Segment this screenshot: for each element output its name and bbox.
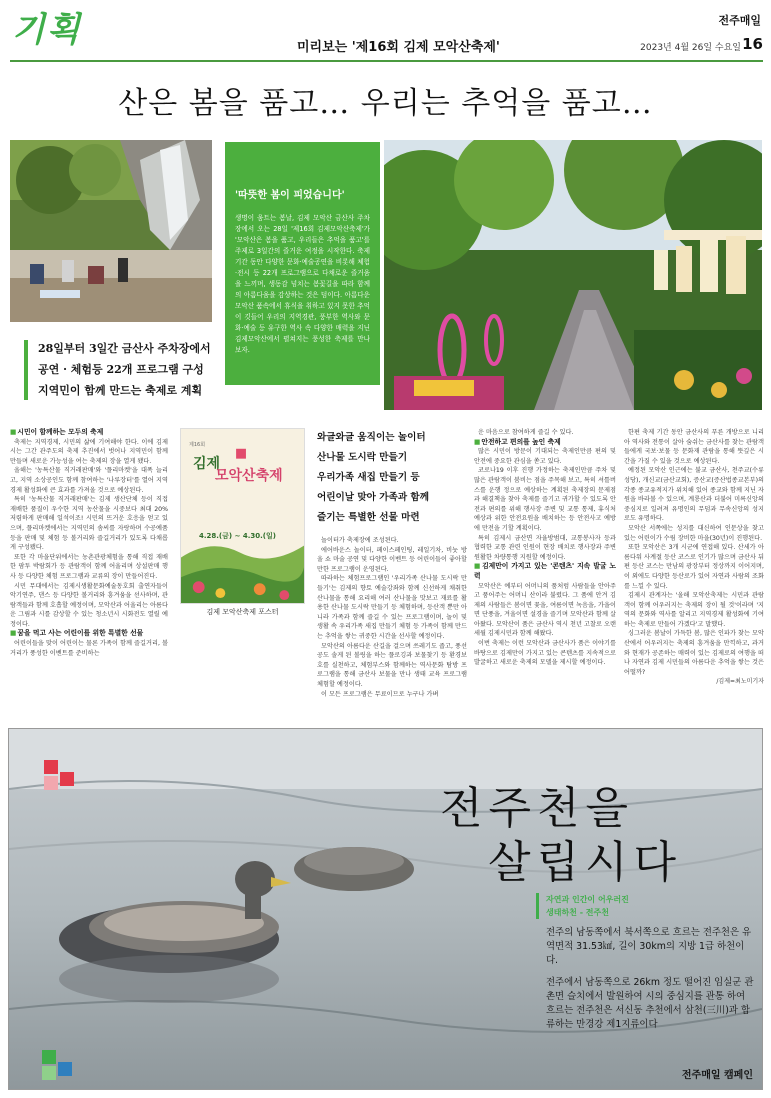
intro-box-title: '따뜻한 봄이 피었습니다' (235, 190, 345, 201)
article-paragraph: 또한 각 마을단위에서는 농촌관광체험을 통해 직접 재배한 팜투 박람회가 등 관람객이 함께 어울리며 상설판매 행사 등 다양한 체험 프로그램과 교류의 장이 만들어진다. (10, 553, 168, 580)
article-subhead: ■ 꿈을 먹고 사는 어린이를 위한 특별한 선물 (10, 629, 168, 639)
subheads-bar (24, 340, 28, 400)
poster-city: 김제 (193, 456, 221, 472)
article-paragraph: 올해는 '농특산물 직거래판매'와 '플리마켓'을 대폭 늘리고, 지역 소상공인도 함께 참여하는 '나루장터'를 열어 지역경제 활성화에 큰 효과를 가져올 것으로 예상된다. (10, 467, 168, 494)
page-number: 16 (742, 35, 763, 53)
poster-dates: 4.28.(금) ~ 4.30.(일) (199, 532, 276, 540)
article-paragraph: 한편 축제 기간 동안 금산사의 푸른 개방으로 니리아 역사와 전통이 살아 숨쉬는 금산사를 찾는 관람객들에게 국보·보물 등 문화재 관람을 통해 뜻깊은 시간을 가질 수 있을 것으로 예상된다. (624, 429, 764, 465)
issue-date: 2023년 4월 26일 수요일 (640, 43, 741, 53)
article-paragraph: 운 마음으로 참여하게 즐길 수 있다. (478, 429, 574, 436)
campaign-paragraph-1: 전주의 남동쪽에서 북서쪽으로 흐르는 전주천은 유역면적 31.53㎢, 길이 30km의 지방 1급 하천이다. (546, 927, 752, 966)
byline: /김제=최노미기자 (716, 678, 764, 686)
decor-square (42, 1066, 56, 1080)
article-column-2 (317, 536, 467, 721)
intro-box (225, 142, 380, 385)
campaign-title-line2: 살립시다 (488, 837, 683, 888)
poster-title: 모악산축제 (215, 468, 283, 484)
subheading: 공연 · 체험등 22개 프로그램 구성 (38, 363, 204, 376)
highlight-line: 즐기는 특별한 선물 마련 (317, 512, 420, 523)
campaign-footer: 전주매일 캠페인 (681, 1070, 753, 1081)
article-paragraph: 많은 시민이 방문이 기대되는 축제인만큼 편의 및 안전에 중요한 관심을 쏟고 있다. (474, 448, 616, 465)
article-paragraph: 놀이터가 축제장에 조성된다. (321, 537, 399, 544)
decor-square (44, 760, 58, 774)
subheading: 지역민이 함께 만드는 축제로 계획 (38, 384, 203, 397)
article-paragraph: 이번 축제는 이런 모악산과 금산사가 품은 이야기를 바탕으로 김제만이 가지고 있는 콘텐츠를 지속적으로 발굴하고 새로운 축제의 모델을 제시할 예정이다. (474, 640, 616, 667)
article-paragraph: 예정된 모악산 인근에는 불교 금산사, 천주교(수류성당), 개신교(금산교회), 증산교(증산법종교본부)의 각종 종교유적지가 위치해 있어 종교와 함께 지닌 자원을 바라볼 수 있으며, 계룡산과 더불어 미륵신앙의 중심지로 일려져 유명인의 무덤과 무속신앙의 성지로도 유명하다. (624, 467, 764, 523)
article-column-1 (10, 428, 168, 721)
article-subhead: ■ 안전하고 편의를 높인 축제 (474, 438, 616, 448)
article-paragraph: 또한 모악산은 3개 시군에 연접해 있다. 산세가 아름다워 사계절 등산 코스로 인기가 많으며 금산사 뒤편 등산 코스는 만남의 광장부터 정상까지 이어지며, 이 외에도 다양한 등산로가 있어 자연과 사람의 조화를 느낄 수 있다. (624, 544, 764, 590)
decor-square (42, 1050, 56, 1064)
photo-waterfall (10, 140, 212, 322)
article-paragraph: 모악산의 아름다운 산길을 걸으며 쓰레기도 줍고, 풍선공도 솔게 된 볼링을 하는 플로깅과 보물찾기 등 환경보호를 실천하고, 체험부스와 함께하는 역사문화 탐방 프로그램을 통해 금산사 보물을 만나 생태 교육 프로그램 체험할 예정이다. (317, 642, 467, 688)
article-paragraph: 따라하는 체험프로그램인 '우리가족 산나물 도시락 만들기'는 김제의 향토 예술강좌와 함께 신선하게 채취한 산나물을 통해 요리해 여러 산나물을 맛보고 재료를 활용한 산나물 도시락 만들기 등 체험하며, 등산객 뿐만 아니라 가족과 함께 즐길 수 있는 프로그램이며, 놀이 및 생활 속 우리가족 새집 만들기 체험 등 가족이 함께 만드는 추억을 쌓는 귀중한 시간을 선사할 예정이다. (317, 575, 467, 640)
article-paragraph: 특히 '농특산물 직거래판매'는 김제 생산단체 등이 직접 재배한 품질이 우수한 지역 농산물을 시중보다 최대 20% 저렴하게 판매해 일석이조! 시민의 뜨거운 호응을 얻고 있으며, 플리마켓에서는 지역민의 솜씨를 자랑하며 수공예품 등을 판매 및 체험 등 볼거리와 즐길거리가 있도록 다채롭게 구성됐다. (10, 496, 168, 552)
decor-square (44, 776, 58, 790)
campaign-accent-bar (536, 893, 539, 919)
article-paragraph: 시민 무대에서는 김제시생활문화예술동호회 출연자들이 악기연주, 댄스 등 다양한 볼거리와 흥겨움을 선사하며, 관람객들과 함께 호흡할 예정이며, 모악산과 어울리는 아름다운 그림과 시를 감상할 수 있는 청소년시 시화전도 열릴 예정이다. (10, 582, 168, 628)
highlight-line: 어린이날 맞아 가족과 함께 (317, 492, 429, 503)
article-paragraph: 어린이들을 맞이 어린이는 물론 가족이 함께 즐길거리, 볼거리가 풍성한 이벤트를 준비하는 (10, 640, 168, 657)
section-label: 기획 (12, 10, 82, 50)
article-paragraph: 에어바운스 놀이터, 페이스페인팅, 레일기차, 비눗 방울 쇼 마술 공연 및 다양한 이벤트 등 어린이들이 좋아할 만한 프로그램이 운영된다. (317, 546, 467, 573)
article-paragraph: 모악산은 예부터 어머니의 품처럼 사람들을 안아주고 품어주는 어머니 산이라 불렸다. 그 품에 안겨 김제의 사람들은 봄이면 꽃을, 여름이면 녹음을, 가을이면 단풍을, 겨울이면 설경을 즐기며 모악산과 함께 살아왔다. 모악산이 품은 금산사 역시 천년 고찰로 오랜 세월 김제시민과 함께 해왔다. (474, 582, 616, 638)
article-column-3 (474, 428, 616, 721)
campaign-title-line1: 전주천을 (440, 783, 635, 834)
photo-flower-path (384, 140, 762, 410)
highlight-list (317, 428, 467, 528)
article-subhead: ■ 시민이 함께하는 모두의 축제 (10, 428, 168, 438)
article-paragraph: 이 모든 프로그램은 무료이므로 누구나 가벼 (321, 690, 439, 698)
article-column-4 (624, 428, 764, 721)
article-paragraph: 모악산 서쪽에는 성지를 대신하여 인문상을 찾고 있는 어린이가 수림 장비한 마을(30년)이 진행된다. (624, 524, 764, 542)
header-title: 미리보는 '제16회 김제 모악산축제' (297, 40, 500, 55)
header-rule (10, 60, 763, 62)
festival-poster (180, 428, 305, 604)
article-subhead: ■ 김제만이 가지고 있는 '콘텐츠' 지속 발굴 노력 (474, 562, 616, 581)
article-paragraph: 축제는 지역경제, 시민의 삶에 기여해야 한다. 이에 김제시는 그간 관주도의 축제 추진에서 벗어나 지역민이 함께 만들며 새로운 가능성을 여는 축제의 장을 열게 됐다. (10, 438, 168, 465)
campaign-subtitle: 생태하천 - 전주천 (546, 908, 609, 917)
page-headline: 산은 봄을 품고… 우리는 추억을 품고… (118, 86, 653, 121)
highlight-line: 우리가족 새집 만들기 등 (317, 472, 420, 483)
decor-square (58, 1062, 72, 1076)
poster-caption: 김제 모악산축제 포스터 (206, 608, 279, 616)
paper-name: 전주매일 (718, 14, 761, 27)
article-paragraph: 코로나19 이후 진행 가정하는 축제인만큼 주차 및 많은 관람객이 붐비는 점을 주목해 보고, 특히 셔틀버스를 운행 정으로 예상하는 계획된 축제장의 문제점과 해결책을 찾아 축제를 즐기고 귀가할 수 있도록 안전과 편의를 위해 행사장 주변 및 교통 통제, 휴식처 예상과 위한 안전요원을 배치하는 등 안전사고 예방에 만전을 기할 계획이다. (474, 467, 616, 532)
highlight-line: 와글와글 움직이는 놀이터 (317, 432, 426, 443)
intro-box-body: 생명이 움트는 봄날, 김제 모악산 금산사 주차장에서 오는 28일 '제16회 김제모악산축제'가 '모악산은 봄을 품고, 우리들은 추억을 품고'를 주제로 3일간의 즐거운 여정을 시작한다. 축제기간 동안 다양한 문화·예술공연을 비롯해 체험·전시 등 22개 프로그램으로 다채로운 즐거움을 느끼며, 생동감 넘치는 봄꽃길을 따라 함께의 아름다움을 감상하는 것은 덤이다. 아름다운 모악산 품속에서 휴식을 취하고 있지 못한 추억이 깃들어 우리의 지역경관, 풍부한 역사와 문화·예술 등 유구한 역사 속 다양한 매력을 지닌 김제모악산에서 펼쳐지는 풍성한 축제를 만나보자. (235, 214, 370, 354)
subheadings (38, 338, 218, 401)
highlight-line: 산나물 도시락 만들기 (317, 452, 408, 463)
poster-edition: 제16회 (189, 442, 206, 448)
campaign-paragraph-2: 전주에서 남동쪽으로 26km 정도 떨어진 임실군 관촌면 슬치에서 발원하여 시의 중심지를 관통 하여 흐르는 전주천은 서신동 추천에서 삼천(三川)과 합류하는 만경강 제1지류이다 (546, 977, 754, 1030)
article-paragraph: 김제시 관계자는 '올해 모악산축제는 시민과 관람객이 함께 어우러지는 축제의 장이 될 것'이라며 '지역의 문화와 역사를 알리고 지역경제 활성화에 기여하는 축제로 만들어 가겠다'고 말했다. (624, 592, 764, 628)
subheading: 28일부터 3일간 금산사 주차장에서 (38, 342, 211, 355)
campaign-border (8, 728, 763, 1090)
article-paragraph: 특히 김제시 금산면 자율방범대, 교통봉사자 등과 협력한 교통 관련 인원이 현장 배치로 행사장과 주변 원활한 차량통행 지원할 예정이다. (474, 534, 616, 561)
decor-square (60, 772, 74, 786)
campaign-subtitle: 자연과 인간이 어우러진 (546, 895, 629, 904)
article-paragraph: 싱그러운 봄날이 가득한 봄, 많은 인파가 찾는 모악산에서 어우러지는 축제의 흥겨움을 만끽하고, 과거와 현재가 공존하는 매력이 있는 김제로의 여행을 떠나 자연과 김제 시민들의 아름다운 추억을 쌓는 것은 어떨까? (624, 630, 764, 676)
